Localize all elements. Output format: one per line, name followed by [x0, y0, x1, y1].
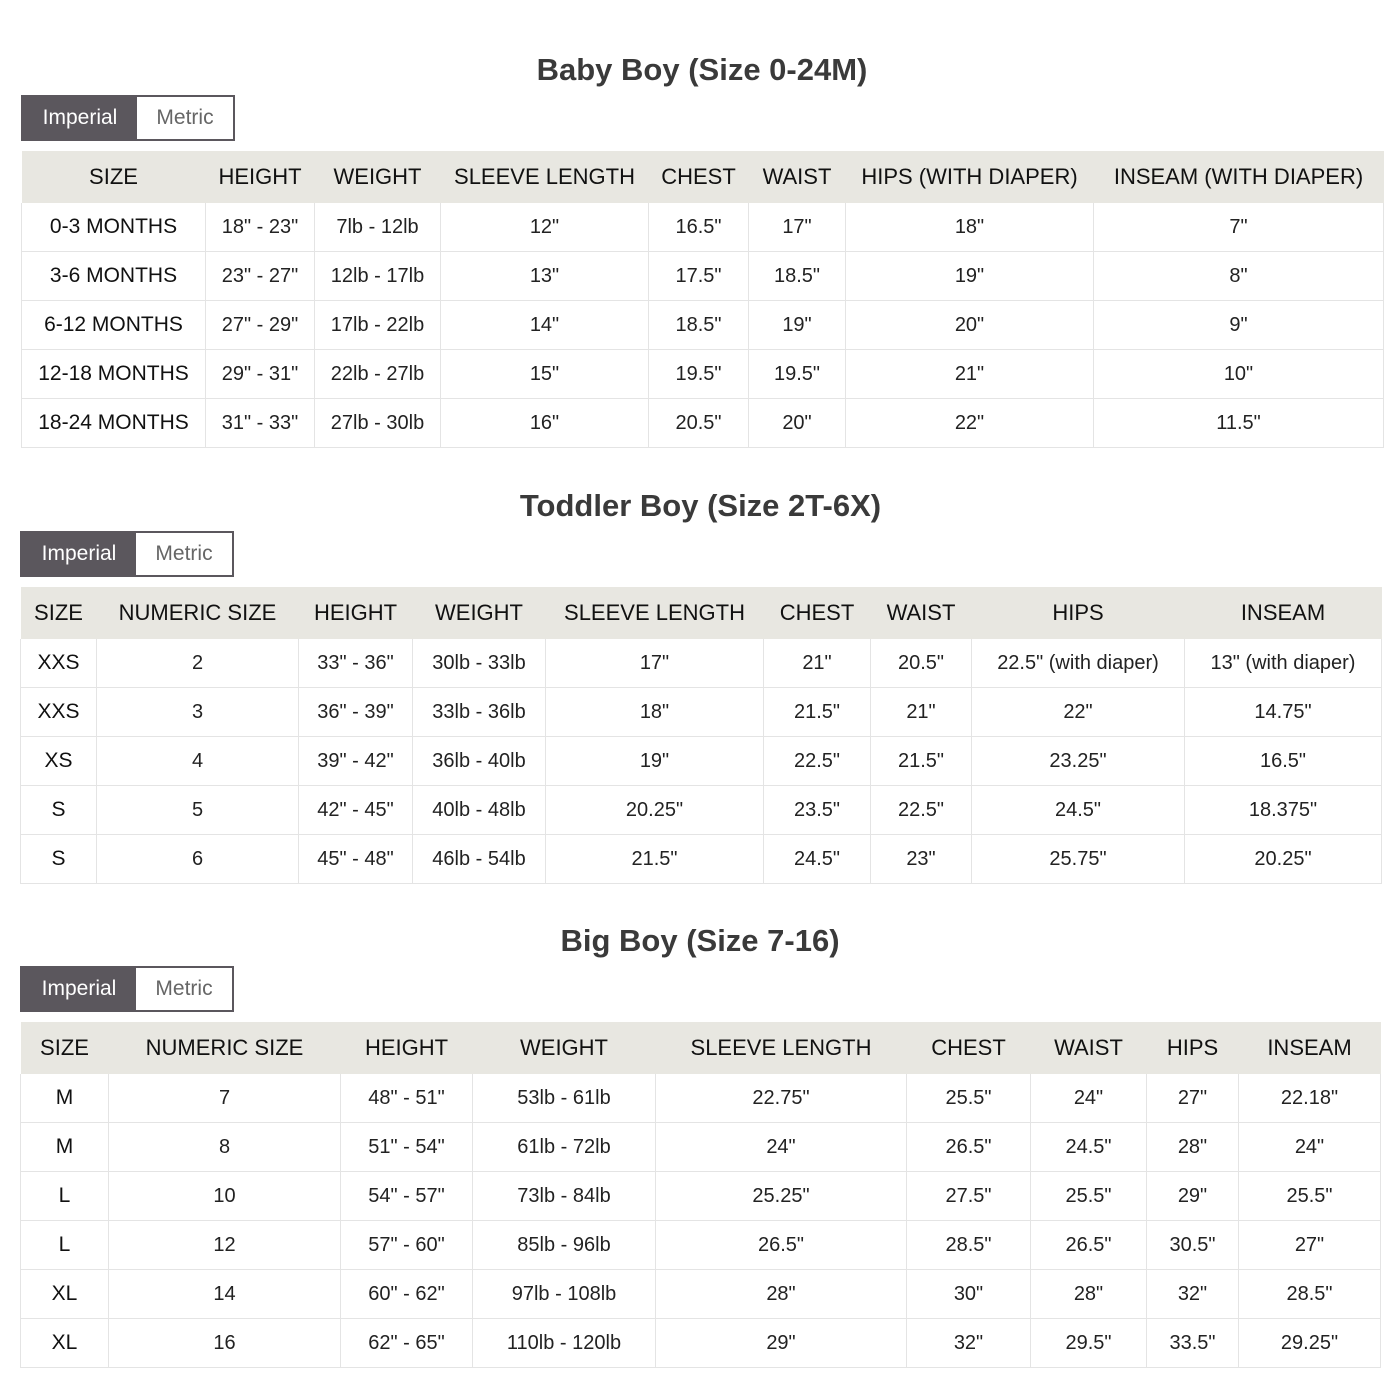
column-header: INSEAM (WITH DIAPER) — [1094, 151, 1384, 203]
column-header: INSEAM — [1185, 587, 1382, 639]
column-header: WAIST — [871, 587, 972, 639]
table-cell: 27.5" — [907, 1172, 1031, 1221]
size-cell: 3-6 MONTHS — [22, 252, 206, 301]
table-cell: 22.5" (with diaper) — [972, 639, 1185, 688]
table-cell: 24.5" — [764, 835, 871, 884]
table-cell: 11.5" — [1094, 399, 1384, 448]
table-cell: 21.5" — [546, 835, 764, 884]
unit-toggle — [20, 966, 234, 1012]
table-cell: 54" - 57" — [341, 1172, 473, 1221]
column-header: CHEST — [907, 1022, 1031, 1074]
table-cell: 20.5" — [871, 639, 972, 688]
column-header: WAIST — [1031, 1022, 1147, 1074]
section-title: Baby Boy (Size 0-24M) — [536, 52, 868, 87]
table-cell: 36" - 39" — [299, 688, 413, 737]
table-cell: 28" — [1147, 1123, 1239, 1172]
table-cell: 73lb - 84lb — [473, 1172, 656, 1221]
table-row — [21, 688, 1382, 737]
table-cell: 36lb - 40lb — [413, 737, 546, 786]
table-row — [21, 1319, 1381, 1368]
table-cell: 20.25" — [1185, 835, 1382, 884]
table-cell: 57" - 60" — [341, 1221, 473, 1270]
table-cell: 48" - 51" — [341, 1074, 473, 1123]
table-cell: 23" — [871, 835, 972, 884]
header-row — [22, 151, 1384, 203]
table-cell: 28" — [656, 1270, 907, 1319]
size-cell: M — [21, 1123, 109, 1172]
size-cell: XL — [21, 1319, 109, 1368]
size-cell: 12-18 MONTHS — [22, 350, 206, 399]
table-cell: 25.5" — [1031, 1172, 1147, 1221]
table-cell: 14" — [441, 301, 649, 350]
table-cell: 19.5" — [749, 350, 846, 399]
table-cell: 12lb - 17lb — [315, 252, 441, 301]
size-cell: L — [21, 1172, 109, 1221]
table-cell: 25.5" — [907, 1074, 1031, 1123]
table-cell: 24.5" — [1031, 1123, 1147, 1172]
header-row — [21, 587, 1382, 639]
table-cell: 33lb - 36lb — [413, 688, 546, 737]
metric-button[interactable]: Metric — [136, 533, 232, 575]
table-cell: 26.5" — [1031, 1221, 1147, 1270]
column-header: WAIST — [749, 151, 846, 203]
section-big-boy — [20, 921, 1380, 1368]
table-cell: 8 — [109, 1123, 341, 1172]
size-cell: XS — [21, 737, 97, 786]
table-cell: 18" — [546, 688, 764, 737]
table-cell: 21" — [764, 639, 871, 688]
table-row — [21, 1221, 1381, 1270]
table-cell: 12" — [441, 203, 649, 252]
column-header: HEIGHT — [341, 1022, 473, 1074]
section-baby-boy — [21, 50, 1383, 448]
table-cell: 25.25" — [656, 1172, 907, 1221]
table-cell: 53lb - 61lb — [473, 1074, 656, 1123]
size-cell: XXS — [21, 639, 97, 688]
table-cell: 45" - 48" — [299, 835, 413, 884]
table-cell: 13" — [441, 252, 649, 301]
table-cell: 17" — [546, 639, 764, 688]
table-cell: 31" - 33" — [206, 399, 315, 448]
table-cell: 22" — [846, 399, 1094, 448]
table-cell: 10 — [109, 1172, 341, 1221]
size-cell: 6-12 MONTHS — [22, 301, 206, 350]
section-title: Toddler Boy (Size 2T-6X) — [519, 488, 882, 523]
table-cell: 10" — [1094, 350, 1384, 399]
unit-toggle — [21, 95, 235, 141]
table-cell: 30.5" — [1147, 1221, 1239, 1270]
size-cell: XXS — [21, 688, 97, 737]
column-header: WEIGHT — [413, 587, 546, 639]
size-cell: M — [21, 1074, 109, 1123]
table-cell: 16" — [441, 399, 649, 448]
table-cell: 51" - 54" — [341, 1123, 473, 1172]
table-cell: 21.5" — [764, 688, 871, 737]
table-cell: 29.25" — [1239, 1319, 1381, 1368]
table-cell: 23.25" — [972, 737, 1185, 786]
table-cell: 22.18" — [1239, 1074, 1381, 1123]
column-header: SIZE — [21, 587, 97, 639]
table-cell: 28.5" — [907, 1221, 1031, 1270]
table-cell: 16.5" — [1185, 737, 1382, 786]
table-cell: 25.5" — [1239, 1172, 1381, 1221]
imperial-button[interactable]: Imperial — [22, 533, 136, 575]
table-cell: 30" — [907, 1270, 1031, 1319]
table-cell: 29" — [1147, 1172, 1239, 1221]
size-cell: S — [21, 835, 97, 884]
table-cell: 19" — [846, 252, 1094, 301]
size-cell: XL — [21, 1270, 109, 1319]
table-cell: 26.5" — [656, 1221, 907, 1270]
table-cell: 28" — [1031, 1270, 1147, 1319]
table-cell: 12 — [109, 1221, 341, 1270]
table-cell: 21" — [871, 688, 972, 737]
table-row — [22, 301, 1384, 350]
table-cell: 3 — [97, 688, 299, 737]
table-cell: 22.5" — [871, 786, 972, 835]
column-header: SIZE — [22, 151, 206, 203]
size-table — [21, 151, 1384, 448]
table-cell: 21" — [846, 350, 1094, 399]
size-table — [20, 587, 1382, 884]
table-cell: 18" - 23" — [206, 203, 315, 252]
table-row — [21, 1172, 1381, 1221]
table-cell: 24" — [656, 1123, 907, 1172]
table-cell: 39" - 42" — [299, 737, 413, 786]
table-cell: 4 — [97, 737, 299, 786]
table-cell: 61lb - 72lb — [473, 1123, 656, 1172]
table-cell: 17lb - 22lb — [315, 301, 441, 350]
table-cell: 60" - 62" — [341, 1270, 473, 1319]
metric-button[interactable]: Metric — [137, 97, 233, 139]
table-cell: 17.5" — [649, 252, 749, 301]
table-cell: 9" — [1094, 301, 1384, 350]
size-cell: S — [21, 786, 97, 835]
table-cell: 22" — [972, 688, 1185, 737]
table-cell: 5 — [97, 786, 299, 835]
column-header: INSEAM — [1239, 1022, 1381, 1074]
column-header: SLEEVE LENGTH — [546, 587, 764, 639]
table-row — [22, 203, 1384, 252]
table-cell: 22lb - 27lb — [315, 350, 441, 399]
table-row — [21, 1270, 1381, 1319]
table-cell: 22.75" — [656, 1074, 907, 1123]
table-cell: 23" - 27" — [206, 252, 315, 301]
table-cell: 20.5" — [649, 399, 749, 448]
table-cell: 23.5" — [764, 786, 871, 835]
table-cell: 40lb - 48lb — [413, 786, 546, 835]
imperial-button[interactable]: Imperial — [23, 97, 137, 139]
table-cell: 110lb - 120lb — [473, 1319, 656, 1368]
table-cell: 17" — [749, 203, 846, 252]
section-toddler-boy — [20, 486, 1381, 884]
table-cell: 27lb - 30lb — [315, 399, 441, 448]
table-cell: 18.5" — [649, 301, 749, 350]
column-header: SLEEVE LENGTH — [656, 1022, 907, 1074]
table-row — [21, 786, 1382, 835]
table-cell: 33.5" — [1147, 1319, 1239, 1368]
table-cell: 16.5" — [649, 203, 749, 252]
table-cell: 24" — [1031, 1074, 1147, 1123]
table-row — [21, 1074, 1381, 1123]
table-cell: 32" — [907, 1319, 1031, 1368]
table-row — [22, 252, 1384, 301]
table-cell: 19.5" — [649, 350, 749, 399]
table-row — [21, 639, 1382, 688]
table-cell: 18" — [846, 203, 1094, 252]
table-cell: 62" - 65" — [341, 1319, 473, 1368]
table-cell: 18.375" — [1185, 786, 1382, 835]
section-title: Big Boy (Size 7-16) — [560, 923, 840, 958]
column-header: HIPS (WITH DIAPER) — [846, 151, 1094, 203]
table-cell: 24" — [1239, 1123, 1381, 1172]
table-cell: 14.75" — [1185, 688, 1382, 737]
table-cell: 8" — [1094, 252, 1384, 301]
column-header: CHEST — [764, 587, 871, 639]
table-cell: 22.5" — [764, 737, 871, 786]
table-cell: 20.25" — [546, 786, 764, 835]
column-header: SLEEVE LENGTH — [441, 151, 649, 203]
column-header: CHEST — [649, 151, 749, 203]
imperial-button[interactable]: Imperial — [22, 968, 136, 1010]
table-cell: 15" — [441, 350, 649, 399]
table-cell: 7" — [1094, 203, 1384, 252]
size-cell: 0-3 MONTHS — [22, 203, 206, 252]
table-cell: 13" (with diaper) — [1185, 639, 1382, 688]
size-cell: 18-24 MONTHS — [22, 399, 206, 448]
column-header: SIZE — [21, 1022, 109, 1074]
table-cell: 27" - 29" — [206, 301, 315, 350]
table-cell: 27" — [1239, 1221, 1381, 1270]
table-cell: 7lb - 12lb — [315, 203, 441, 252]
size-cell: L — [21, 1221, 109, 1270]
table-cell: 46lb - 54lb — [413, 835, 546, 884]
column-header: HEIGHT — [206, 151, 315, 203]
table-cell: 26.5" — [907, 1123, 1031, 1172]
table-cell: 20" — [749, 399, 846, 448]
table-cell: 97lb - 108lb — [473, 1270, 656, 1319]
table-cell: 29.5" — [1031, 1319, 1147, 1368]
table-cell: 29" - 31" — [206, 350, 315, 399]
table-cell: 25.75" — [972, 835, 1185, 884]
table-cell: 19" — [749, 301, 846, 350]
table-cell: 14 — [109, 1270, 341, 1319]
table-row — [21, 737, 1382, 786]
column-header: NUMERIC SIZE — [97, 587, 299, 639]
header-row — [21, 1022, 1381, 1074]
table-row — [22, 350, 1384, 399]
table-cell: 21.5" — [871, 737, 972, 786]
table-cell: 32" — [1147, 1270, 1239, 1319]
size-table — [20, 1022, 1381, 1368]
table-cell: 42" - 45" — [299, 786, 413, 835]
column-header: WEIGHT — [315, 151, 441, 203]
table-cell: 33" - 36" — [299, 639, 413, 688]
table-cell: 19" — [546, 737, 764, 786]
table-row — [22, 399, 1384, 448]
table-cell: 24.5" — [972, 786, 1185, 835]
table-cell: 6 — [97, 835, 299, 884]
table-cell: 29" — [656, 1319, 907, 1368]
table-row — [21, 835, 1382, 884]
table-cell: 2 — [97, 639, 299, 688]
table-cell: 7 — [109, 1074, 341, 1123]
table-cell: 16 — [109, 1319, 341, 1368]
metric-button[interactable]: Metric — [136, 968, 232, 1010]
table-cell: 20" — [846, 301, 1094, 350]
table-row — [21, 1123, 1381, 1172]
unit-toggle — [20, 531, 234, 577]
column-header: HIPS — [972, 587, 1185, 639]
table-cell: 85lb - 96lb — [473, 1221, 656, 1270]
table-cell: 28.5" — [1239, 1270, 1381, 1319]
column-header: HIPS — [1147, 1022, 1239, 1074]
column-header: HEIGHT — [299, 587, 413, 639]
table-cell: 27" — [1147, 1074, 1239, 1123]
column-header: WEIGHT — [473, 1022, 656, 1074]
column-header: NUMERIC SIZE — [109, 1022, 341, 1074]
table-cell: 30lb - 33lb — [413, 639, 546, 688]
table-cell: 18.5" — [749, 252, 846, 301]
